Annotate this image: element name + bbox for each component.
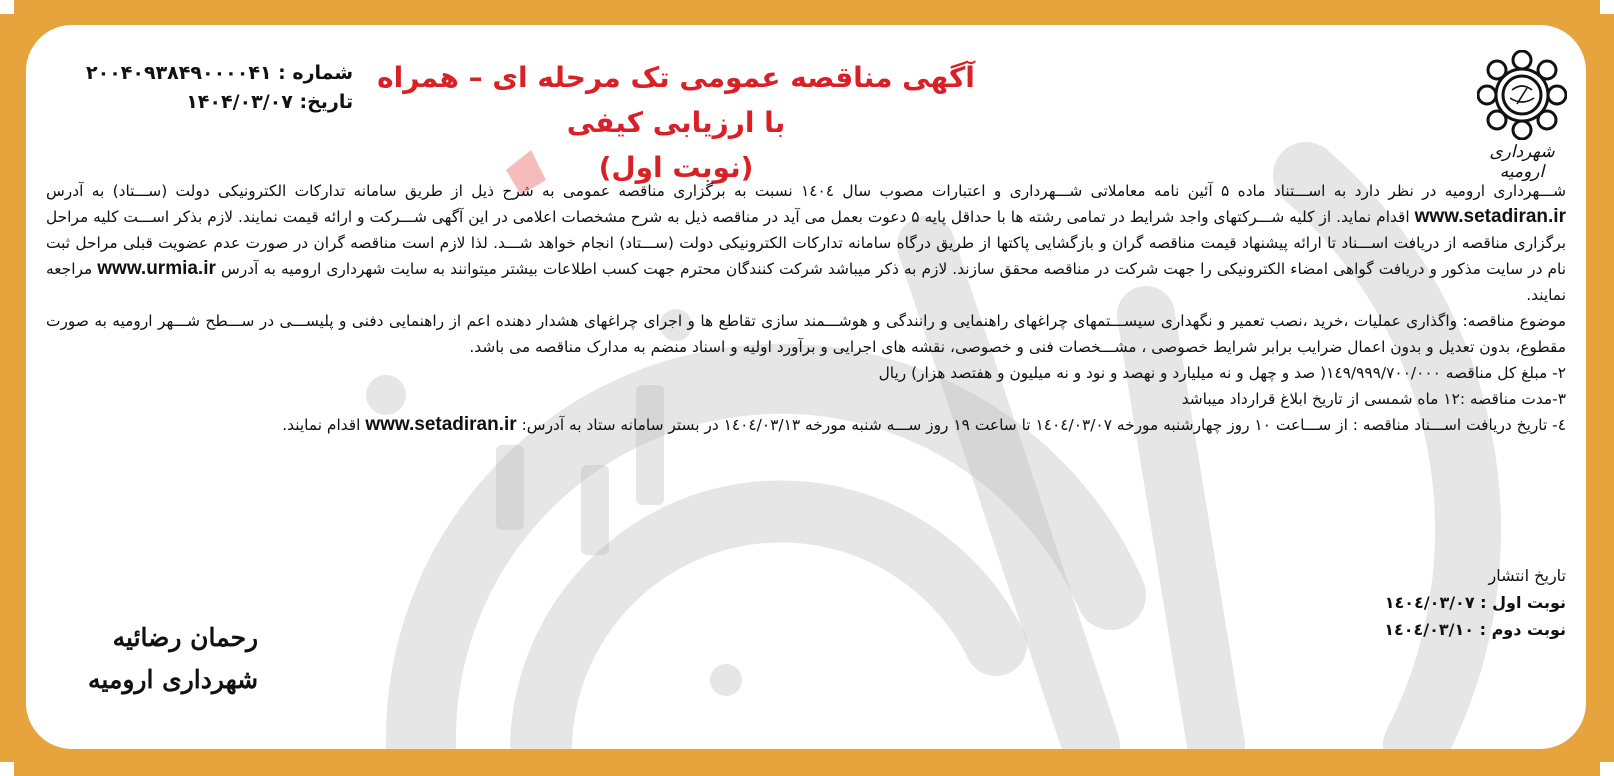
publication-first — [1384, 589, 1566, 616]
signatory-name: رحمان رضائیه — [112, 623, 259, 652]
setad-link[interactable]: www.setadiran.ir — [1414, 206, 1566, 227]
setad-link-2[interactable]: www.setadiran.ir — [365, 414, 517, 435]
item-amount: ۲- مبلغ کل مناقصه ۱٤۹/۹۹۹/۷۰۰/۰۰۰( صد و چهل و نه میلیارد و نهصد و نود و نه میلیون و هفتصد هزار) ریال — [878, 364, 1566, 382]
title-line-2: (نوبت اول) — [598, 151, 754, 184]
notice-sheet — [26, 25, 1586, 749]
frame-corner-top-left — [0, 0, 14, 14]
first-date: ۱٤۰٤/۰۳/۰۷ — [1384, 593, 1475, 612]
title-line-1: آگهی مناقصه عمومی تک مرحله ای – همراه با ارزیابی کیفی — [377, 61, 975, 139]
publication-dates — [1384, 562, 1566, 643]
signature-block — [88, 617, 258, 701]
item-documents-date — [46, 412, 1566, 438]
notice-body — [46, 178, 1566, 438]
intro-paragraph — [46, 178, 1566, 308]
second-date: ۱٤۰٤/۰۳/۱۰ — [1384, 620, 1475, 639]
frame-corner-top-right — [1600, 0, 1614, 14]
item-duration: ۳-مدت مناقصه :۱۲ ماه شمسی از تاریخ ابلاغ قرارداد میباشد — [1181, 390, 1566, 408]
signatory-org: شهرداری ارومیه — [88, 665, 259, 694]
intro-text-c: مراجعه نمایند. — [46, 260, 1566, 304]
logo-caption: شهرداری ارومیه — [1489, 142, 1555, 182]
notice-number — [86, 59, 353, 88]
date-value: ۱۴۰۴/۰۳/۰۷ — [186, 91, 293, 113]
notice-title — [376, 55, 976, 190]
item4-text: ٤- تاریخ دریافت اســـناد مناقصه : از ســـاعت ۱۰ روز چهارشنبه مورخه ۱٤۰٤/۰۳/۰۷ تا ساعت ۱۹ روز ســـه شنبه مورخه ۱٤۰٤/۰۳/۱۳ در بستر سامانه ستاد به آدرس: — [521, 416, 1566, 434]
number-label: شماره : — [278, 62, 354, 84]
subject-paragraph: موضوع مناقصه: واگذاری عملیات ،خرید ،نصب تعمیر و نگهداری سیســـتمهای چراغهای راهنمایی و رانندگی و هوشـــمند سازی تقاطع ها و اجرای چراغهای هشدار دهنده اعم از راهنمایی دفنی و پلیســـی در ســـطح شـــهر ارومیه به صورت مقطوع، بدون تعدیل و بدون اعمال ضرایب برابر شرایط خصوصی ، مشـــخصات فنی و خصوصی، نقشه های اجرایی و برآورد اولیه و اسناد منضم به مدارک مناقصه می باشد. — [46, 312, 1566, 356]
urmia-municipality-emblem-icon — [1477, 50, 1567, 140]
municipality-logo — [1477, 50, 1567, 182]
number-value: ۲۰۰۴۰۹۳۸۴۹۰۰۰۰۴۱ — [86, 62, 272, 84]
publication-second — [1384, 616, 1566, 643]
date-label: تاریخ: — [299, 91, 354, 113]
urmia-link[interactable]: www.urmia.ir — [97, 258, 216, 279]
second-label: نوبت دوم : — [1479, 620, 1566, 639]
intro-text-b: اقدام نماید. از کلیه شـــرکتهای واجد شرایط در تمامی رشته ها با حداقل پایه ۵ دعوت بعمل می آید در مناقصه ذیل به شرح مشخصات اعلامی در این آگهی شـــرکت و ارائه قیمت نمایند. لازم بذکر اســـت کلیه مراحل برگزاری مناقصه از دریافت اســـناد تا ارائه پیشنهاد قیمت مناقصه گران و بازگشایی پاکتها از طریق درگاه سامانه تدارکات الکترونیکی دولت (ســـتاد) انجام خواهد شـــد. لذا لازم است مناقصه گران در صورت عدم عضویت قبلی مراحل ثبت نام در سایت مذکور و دریافت گواهی امضاء الکترونیکی را جهت شرکت در مناقصه محقق سازند. لازم به ذکر میباشد شرکت کنندگان محترم جهت کسب اطلاعات بیشتر میتوانند به سایت شهرداری ارومیه به آدرس — [46, 208, 1566, 278]
frame-corner-bottom-left — [0, 762, 14, 776]
first-label: نوبت اول : — [1480, 593, 1566, 612]
publication-heading: تاریخ انتشار — [1488, 566, 1566, 585]
frame-corner-bottom-right — [1600, 762, 1614, 776]
intro-text-a: شـــهرداری ارومیه در نظر دارد به اســـتناد ماده ۵ آئین نامه معاملاتی شـــهرداری و اعتبارات مصوب سال ۱٤۰٤ نسبت به برگزاری مناقصه عمومی به شرح ذیل از طریق سامانه تدارکات الکترونیکی دولت (ســـتاد) به آدرس — [46, 182, 1567, 200]
notice-meta — [86, 59, 353, 117]
notice-date — [86, 88, 353, 117]
item4-text-b: اقدام نمایند. — [282, 416, 361, 434]
